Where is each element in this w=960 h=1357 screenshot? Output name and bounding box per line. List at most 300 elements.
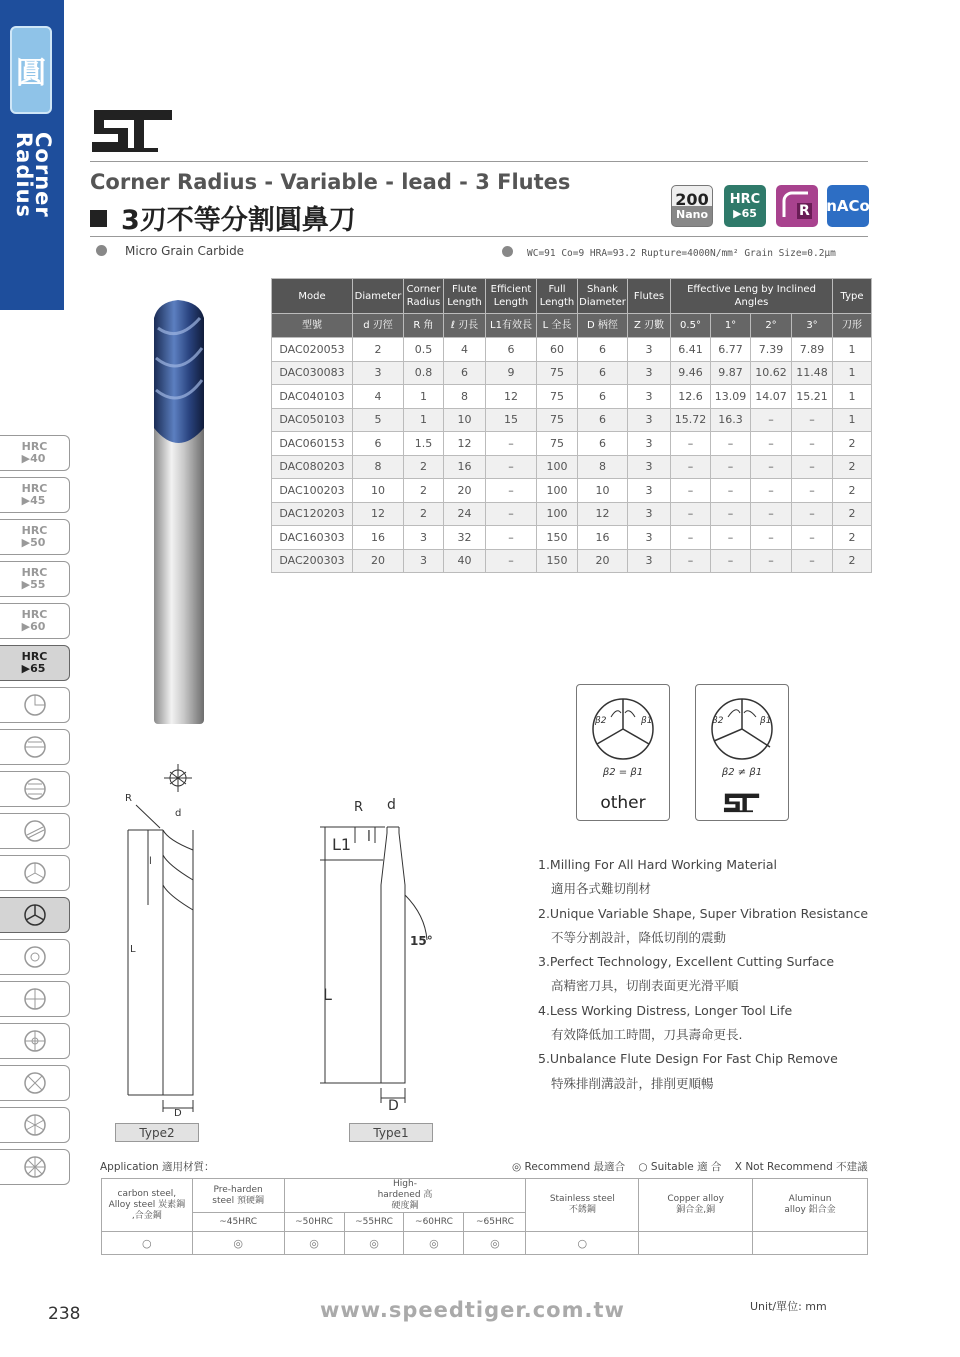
subheader-cell: 型號: [272, 314, 353, 338]
feature-zh: 不等分割設計，降低切削的震動: [551, 929, 727, 945]
subheader-cell: 0.5°: [671, 314, 711, 338]
naco-badge: [827, 185, 869, 227]
table-cell: 10: [444, 408, 486, 432]
tab-tool-8[interactable]: [0, 981, 70, 1017]
tab-hrc55[interactable]: [0, 561, 70, 597]
legend-suitable: ○ Suitable 適 合: [638, 1161, 722, 1173]
table-row: [272, 338, 872, 362]
tab-label: HRC: [21, 482, 48, 495]
table-body: [272, 338, 872, 573]
tab-tool-4[interactable]: [0, 813, 70, 849]
tool-section-icon: [22, 1112, 48, 1138]
table-row: [272, 408, 872, 432]
table-cell: –: [792, 479, 833, 503]
dim-label: d: [387, 797, 396, 813]
table-cell: 3: [628, 549, 671, 573]
table-cell: 9.46: [671, 361, 711, 385]
table-cell: 12.6: [671, 385, 711, 409]
table-cell: 6: [578, 338, 628, 362]
feature-en: 2.Unique Variable Shape, Super Vibration Resistance: [538, 905, 869, 921]
table-cell: 15.21: [792, 385, 833, 409]
table-cell: 3: [628, 479, 671, 503]
tool-section-icon: [22, 776, 48, 802]
table-cell: 9.87: [711, 361, 751, 385]
application-legend: [512, 1159, 868, 1174]
app-sub-60: ~60HRC: [404, 1213, 464, 1232]
table-cell: 8: [353, 455, 404, 479]
svg-text:β2: β2: [595, 716, 607, 726]
tool-section-icon: [22, 692, 48, 718]
table-cell: 100: [537, 479, 578, 503]
table-cell: 6: [578, 408, 628, 432]
table-cell: 15: [486, 408, 537, 432]
tab-sublabel: ▶60: [21, 620, 46, 633]
table-cell: –: [751, 432, 792, 456]
table-subheader-row: [272, 314, 872, 338]
table-cell: 4: [353, 385, 404, 409]
model-cell: DAC050103: [272, 408, 353, 432]
dim-label: L1: [332, 835, 352, 854]
table-cell: –: [671, 432, 711, 456]
col-diameter: Diameter: [353, 279, 404, 314]
table-cell: –: [711, 455, 751, 479]
subheader-cell: 3°: [792, 314, 833, 338]
table-cell: 6.41: [671, 338, 711, 362]
dim-label: d: [175, 808, 182, 819]
table-cell: 6: [486, 338, 537, 362]
table-cell: –: [792, 526, 833, 550]
subheader-cell: L1有效長: [486, 314, 537, 338]
table-cell: 8: [444, 385, 486, 409]
model-cell: DAC030083: [272, 361, 353, 385]
model-cell: DAC080203: [272, 455, 353, 479]
tab-tool-5[interactable]: [0, 855, 70, 891]
nano-badge: [671, 185, 713, 227]
table-cell: –: [486, 432, 537, 456]
badge-bottom: R: [799, 203, 810, 219]
table-row: [272, 479, 872, 503]
table-cell: 3: [628, 361, 671, 385]
table-cell: 9: [486, 361, 537, 385]
table-cell: 3: [628, 432, 671, 456]
table-cell: 11.48: [792, 361, 833, 385]
sidebar-title: Corner Radius: [12, 132, 55, 219]
tab-tool-3[interactable]: [0, 771, 70, 807]
table-cell: 60: [537, 338, 578, 362]
table-cell: 0.8: [404, 361, 444, 385]
title-chinese: [90, 198, 356, 237]
bullet-icon: [96, 245, 107, 256]
flute-formula: β2 = β1: [602, 767, 644, 778]
model-cell: DAC200303: [272, 549, 353, 573]
table-cell: 16: [578, 526, 628, 550]
table-cell: 13.09: [711, 385, 751, 409]
table-cell: 2: [833, 549, 872, 573]
table-cell: 20: [578, 549, 628, 573]
table-cell: 6.77: [711, 338, 751, 362]
table-cell: 0.5: [404, 338, 444, 362]
table-cell: 2: [353, 338, 404, 362]
table-cell: –: [671, 455, 711, 479]
table-cell: 1.5: [404, 432, 444, 456]
table-cell: 16: [444, 455, 486, 479]
spec-table: [271, 278, 872, 573]
svg-text:β1: β1: [641, 716, 653, 726]
brand-logo-small: [723, 791, 761, 813]
legend-not-recommend: X Not Recommend 不建議: [734, 1161, 868, 1173]
table-cell: –: [751, 455, 792, 479]
table-cell: 12: [486, 385, 537, 409]
table-row: [272, 385, 872, 409]
website-url[interactable]: www.speedtiger.com.tw: [320, 1298, 625, 1322]
tool-section-icon: [22, 1154, 48, 1180]
table-cell: 3: [628, 455, 671, 479]
feature-zh: 高精密刀具，切削表面更光滑平順: [551, 978, 739, 994]
table-cell: –: [751, 549, 792, 573]
app-carbon: carbon steel, Alloy steel 炭素鋼 ,合金鋼: [102, 1179, 193, 1232]
legend-recommend: ◎ Recommend 最適合: [512, 1161, 626, 1173]
flute-formula: β2 ≠ β1: [721, 767, 763, 778]
table-row: [272, 549, 872, 573]
table-cell: 1: [404, 408, 444, 432]
app-sub-65: ~65HRC: [464, 1213, 526, 1232]
col-flute-length: Flute Length: [444, 279, 486, 314]
tab-label: HRC: [21, 566, 48, 579]
table-cell: 10.62: [751, 361, 792, 385]
dim-label: R: [125, 793, 132, 804]
app-mark: ◎: [192, 1232, 284, 1255]
dim-label: D: [174, 1108, 182, 1119]
feature-en: 3.Perfect Technology, Excellent Cutting Surface: [538, 954, 835, 970]
tool-section-icon: [22, 1070, 48, 1096]
table-cell: 6: [353, 432, 404, 456]
app-sub-45: ~45HRC: [192, 1213, 284, 1232]
table-cell: 2: [833, 432, 872, 456]
subheader-cell: ℓ 刃長: [444, 314, 486, 338]
subheader-cell: R 角: [404, 314, 444, 338]
model-cell: DAC160303: [272, 526, 353, 550]
hrc65-badge: [724, 185, 766, 227]
table-cell: 2: [833, 526, 872, 550]
table-cell: –: [751, 408, 792, 432]
flute-diagram-brand: [695, 684, 789, 821]
table-cell: 16.3: [711, 408, 751, 432]
app-mark: ○: [526, 1232, 639, 1255]
subtitle-text: Micro Grain Carbide: [125, 244, 245, 258]
feature-en: 5.Unbalance Flute Design For Fast Chip Remove: [538, 1051, 838, 1067]
table-cell: 12: [578, 502, 628, 526]
table-cell: –: [711, 526, 751, 550]
svg-text:β2: β2: [712, 716, 724, 726]
tab-hrc45[interactable]: [0, 477, 70, 513]
model-cell: DAC060153: [272, 432, 353, 456]
app-mark: ◎: [464, 1232, 526, 1255]
model-cell: DAC040103: [272, 385, 353, 409]
table-cell: 75: [537, 385, 578, 409]
table-cell: 12: [444, 432, 486, 456]
table-cell: –: [711, 479, 751, 503]
tab-label: HRC: [21, 524, 48, 537]
dim-label: l: [367, 829, 371, 845]
table-cell: 3: [628, 338, 671, 362]
table-cell: 14.07: [751, 385, 792, 409]
three-flute-icon: [22, 902, 48, 928]
tab-tool-2[interactable]: [0, 729, 70, 765]
material-specs: [502, 246, 836, 259]
table-cell: 75: [537, 408, 578, 432]
table-cell: 75: [537, 361, 578, 385]
table-cell: 3: [628, 385, 671, 409]
table-cell: –: [671, 549, 711, 573]
table-cell: 6: [444, 361, 486, 385]
table-row: [272, 526, 872, 550]
tool-section-icon: [22, 734, 48, 760]
tab-label: HRC: [21, 608, 48, 621]
tab-hrc40[interactable]: [0, 435, 70, 471]
table-cell: –: [751, 502, 792, 526]
table-cell: 3: [628, 526, 671, 550]
feature-zh: 特殊排削溝設計，排削更順暢: [551, 1075, 714, 1091]
flute-caption: other: [600, 793, 646, 813]
badge-top: nACo: [826, 197, 870, 215]
subheader-cell: D 柄徑: [578, 314, 628, 338]
table-cell: 4: [444, 338, 486, 362]
table-cell: 5: [353, 408, 404, 432]
table-cell: 16: [353, 526, 404, 550]
subheader-cell: 1°: [711, 314, 751, 338]
table-cell: 2: [833, 502, 872, 526]
table-cell: –: [792, 549, 833, 573]
col-effective-length: Effective Leng by Inclined Angles: [671, 279, 833, 314]
table-cell: 3: [353, 361, 404, 385]
table-cell: 1: [833, 408, 872, 432]
table-cell: –: [671, 502, 711, 526]
specs-text: WC=91 Co=9 HRA=93.2 Rupture=4000N/mm² Grain Size=0.2μm: [527, 248, 836, 259]
table-cell: 8: [578, 455, 628, 479]
tab-hrc60[interactable]: [0, 603, 70, 639]
table-cell: –: [486, 479, 537, 503]
tab-sublabel: ▶55: [21, 578, 46, 591]
corner-radius-badge: [776, 185, 818, 227]
table-cell: –: [751, 479, 792, 503]
table-cell: 1: [833, 338, 872, 362]
table-cell: 2: [833, 479, 872, 503]
col-corner-radius: Corner Radius: [404, 279, 444, 314]
app-high-hardened: High-hardened 高硬度鋼: [284, 1179, 526, 1213]
col-full-length: Full Length: [537, 279, 578, 314]
tab-hrc50[interactable]: [0, 519, 70, 555]
subheader-cell: L 全長: [537, 314, 578, 338]
table-cell: –: [792, 432, 833, 456]
dim-label: D: [388, 1098, 399, 1114]
divider: [90, 161, 868, 162]
subheader-cell: Z 刃數: [628, 314, 671, 338]
unit-note: Unit/單位: mm: [750, 1300, 827, 1313]
model-cell: DAC120203: [272, 502, 353, 526]
tab-tool-10[interactable]: [0, 1065, 70, 1101]
table-row: [272, 361, 872, 385]
table-cell: 24: [444, 502, 486, 526]
tab-label: HRC: [21, 650, 48, 663]
app-mark: ◎: [284, 1232, 344, 1255]
table-cell: 1: [833, 361, 872, 385]
tab-sublabel: ▶65: [21, 662, 46, 675]
dim-label: 15°: [410, 934, 433, 948]
sidebar: [0, 0, 64, 310]
table-cell: –: [751, 526, 792, 550]
tab-sublabel: ▶40: [21, 452, 46, 465]
app-mark: ◎: [404, 1232, 464, 1255]
table-cell: 10: [578, 479, 628, 503]
tab-sublabel: ▶50: [21, 536, 46, 549]
tab-hrc65[interactable]: [0, 645, 70, 681]
badge-bottom: ▶65: [733, 207, 757, 220]
app-copper: Copper alloy 銅合金,銅: [639, 1179, 753, 1232]
table-cell: –: [486, 549, 537, 573]
table-cell: 15.72: [671, 408, 711, 432]
table-cell: 150: [537, 526, 578, 550]
app-preharden: Pre-harden steel 預硬鋼: [192, 1179, 284, 1213]
table-cell: 6: [578, 385, 628, 409]
table-cell: –: [792, 408, 833, 432]
app-mark: [753, 1232, 868, 1255]
table-cell: –: [486, 526, 537, 550]
table-cell: –: [792, 502, 833, 526]
table-cell: –: [711, 502, 751, 526]
table-cell: 40: [444, 549, 486, 573]
feature-zh: 適用各式難切削材: [551, 881, 652, 897]
table-cell: –: [711, 549, 751, 573]
table-cell: 2: [404, 479, 444, 503]
table-cell: –: [671, 479, 711, 503]
table-cell: 7.89: [792, 338, 833, 362]
subheader-cell: 刀形: [833, 314, 872, 338]
app-mark: ◎: [344, 1232, 404, 1255]
unequal-flute-icon: [696, 689, 788, 769]
table-cell: 3: [404, 526, 444, 550]
tool-photo: [148, 298, 210, 730]
table-cell: 6: [578, 432, 628, 456]
flute-diagram-other: [576, 684, 670, 821]
table-cell: 10: [353, 479, 404, 503]
tool-section-icon: [22, 818, 48, 844]
tab-tool-1[interactable]: [0, 687, 70, 723]
tab-tool-9[interactable]: [0, 1023, 70, 1059]
application-label: Application 適用材質：: [100, 1161, 215, 1173]
table-cell: 75: [537, 432, 578, 456]
tab-tool-6[interactable]: [0, 897, 70, 933]
tool-section-icon: [22, 944, 48, 970]
col-type: Type: [833, 279, 872, 314]
badge-bottom: Nano: [675, 207, 709, 221]
features-list: [538, 853, 868, 1096]
feature-en: 1.Milling For All Hard Working Material: [538, 857, 778, 872]
feature-en: 4.Less Working Distress, Longer Tool Life: [538, 1002, 793, 1018]
tab-tool-7[interactable]: [0, 939, 70, 975]
brand-logo: [90, 104, 176, 154]
tab-tool-12[interactable]: [0, 1149, 70, 1185]
col-mode: Mode: [272, 279, 353, 314]
app-mark: ○: [102, 1232, 193, 1255]
table-cell: 1: [404, 385, 444, 409]
type2-label: Type2: [115, 1123, 199, 1142]
model-cell: DAC100203: [272, 479, 353, 503]
table-header-row: [272, 279, 872, 314]
dim-label: L: [130, 944, 136, 955]
table-cell: 32: [444, 526, 486, 550]
title-zh-text: 3刃不等分割圓鼻刀: [121, 205, 356, 236]
table-cell: 20: [353, 549, 404, 573]
model-cell: DAC020053: [272, 338, 353, 362]
tab-sublabel: ▶45: [21, 494, 46, 507]
table-cell: –: [486, 455, 537, 479]
app-aluminum: Aluminun alloy 鋁合金: [753, 1179, 868, 1232]
title-english: Corner Radius - Variable - lead - 3 Flutes: [90, 170, 571, 194]
table-cell: 100: [537, 455, 578, 479]
table-row: [272, 455, 872, 479]
type1-label: Type1: [349, 1123, 433, 1142]
subheader-cell: d 刃徑: [353, 314, 404, 338]
equal-flute-icon: [577, 689, 669, 769]
table-cell: 2: [404, 455, 444, 479]
dim-label: l: [149, 856, 152, 867]
tool-section-icon: [22, 986, 48, 1012]
dim-label: R: [354, 800, 364, 815]
app-sub-55: ~55HRC: [344, 1213, 404, 1232]
dim-label: L: [323, 985, 332, 1004]
subheader-cell: 2°: [751, 314, 792, 338]
col-flutes: Flutes: [628, 279, 671, 314]
table-cell: 6: [578, 361, 628, 385]
table-cell: 2: [404, 502, 444, 526]
table-cell: 12: [353, 502, 404, 526]
table-cell: 3: [628, 408, 671, 432]
table-cell: 150: [537, 549, 578, 573]
table-cell: 1: [833, 385, 872, 409]
badge-top: 200: [675, 189, 709, 209]
table-cell: –: [711, 432, 751, 456]
app-sub-50: ~50HRC: [284, 1213, 344, 1232]
subtitle: [96, 244, 244, 258]
col-efficient-length: Efficient Length: [486, 279, 537, 314]
tab-tool-11[interactable]: [0, 1107, 70, 1143]
table-cell: –: [792, 455, 833, 479]
type2-drawing: [108, 750, 218, 1125]
table-row: [272, 432, 872, 456]
table-cell: 3: [628, 502, 671, 526]
square-bullet-icon: [90, 210, 107, 227]
application-table: [101, 1178, 868, 1255]
category-icon: 圓: [10, 26, 52, 114]
table-cell: 20: [444, 479, 486, 503]
app-mark: [639, 1232, 753, 1255]
app-stainless: Stainless steel 不銹鋼: [526, 1179, 639, 1232]
table-row: [272, 502, 872, 526]
svg-text:β1: β1: [760, 716, 772, 726]
table-cell: 3: [404, 549, 444, 573]
table-cell: 100: [537, 502, 578, 526]
tab-label: HRC: [21, 440, 48, 453]
col-shank-diameter: Shank Diameter: [578, 279, 628, 314]
table-cell: 2: [833, 455, 872, 479]
badge-top: HRC: [729, 192, 761, 207]
tool-section-icon: [22, 1028, 48, 1054]
table-cell: –: [671, 526, 711, 550]
feature-zh: 有效降低加工時間，刀具壽命更長.: [551, 1027, 743, 1043]
table-cell: –: [486, 502, 537, 526]
tool-section-icon: [22, 860, 48, 886]
bullet-icon: [502, 246, 513, 257]
